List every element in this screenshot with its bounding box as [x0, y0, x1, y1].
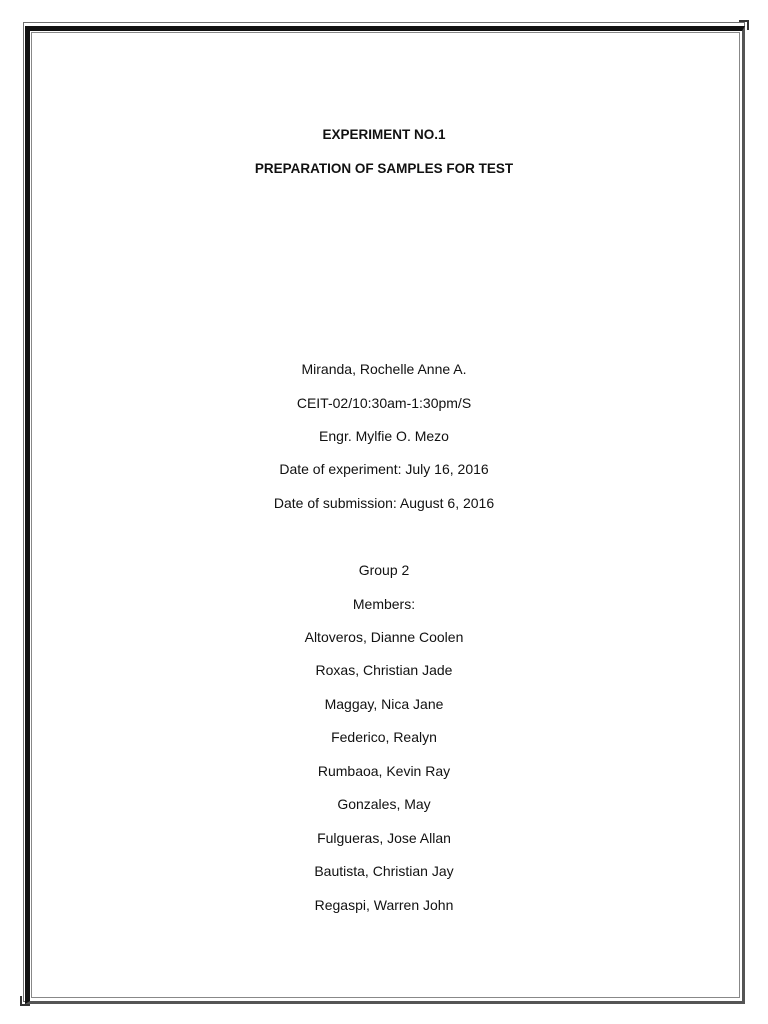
- border-corner-top-right: [739, 20, 749, 30]
- member-item: Maggay, Nica Jane: [324, 696, 444, 712]
- border-corner-bottom-left: [20, 996, 30, 1006]
- section-schedule: CEIT-02/10:30am-1:30pm/S: [296, 395, 472, 411]
- date-of-submission: Date of submission: August 6, 2016: [273, 495, 495, 511]
- experiment-name-title: PREPARATION OF SAMPLES FOR TEST: [254, 161, 514, 176]
- group-name: Group 2: [358, 562, 410, 578]
- member-item: Bautista, Christian Jay: [314, 863, 454, 879]
- experiment-number-title: EXPERIMENT NO.1: [322, 127, 446, 142]
- date-of-experiment: Date of experiment: July 16, 2016: [279, 461, 489, 477]
- members-label: Members:: [352, 596, 416, 612]
- member-item: Altoveros, Dianne Coolen: [304, 629, 464, 645]
- instructor-name: Engr. Mylfie O. Mezo: [319, 428, 449, 444]
- member-item: Regaspi, Warren John: [314, 897, 454, 913]
- member-item: Gonzales, May: [337, 796, 431, 812]
- member-item: Rumbaoa, Kevin Ray: [317, 763, 451, 779]
- student-name: Miranda, Rochelle Anne A.: [301, 361, 467, 377]
- member-item: Fulgueras, Jose Allan: [317, 830, 451, 846]
- member-item: Federico, Realyn: [331, 729, 437, 745]
- member-item: Roxas, Christian Jade: [315, 662, 453, 678]
